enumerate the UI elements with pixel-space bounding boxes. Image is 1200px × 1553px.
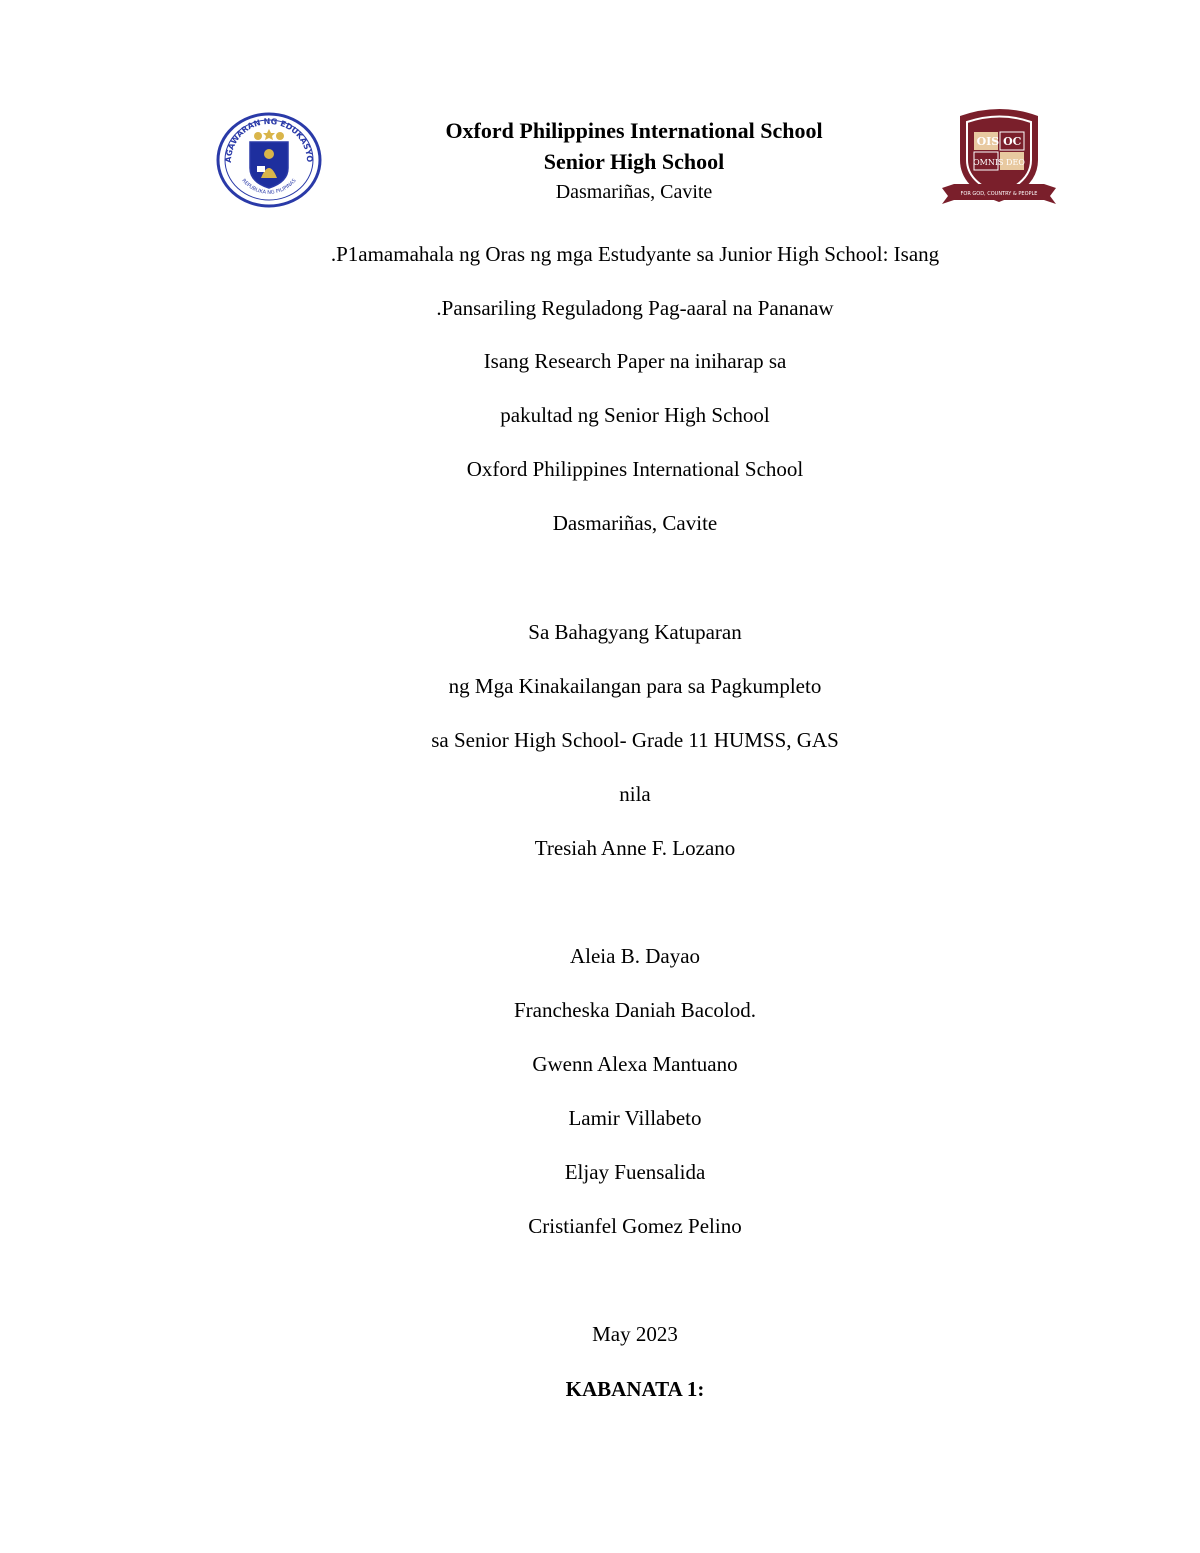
crest-banner-text: FOR GOD, COUNTRY & PEOPLE — [960, 191, 1038, 197]
research-title-line-2: .Pansariling Reguladong Pag-aaral na Pananaw — [436, 296, 834, 320]
author-name: Eljay Fuensalida — [564, 1160, 706, 1184]
author-name: Gwenn Alexa Mantuano — [532, 1052, 738, 1076]
deped-ring-text: AGAWARAN NG EDUKASYO — [223, 116, 315, 164]
author-name: Tresiah Anne F. Lozano — [534, 836, 736, 860]
presentation-line-2: pakultad ng Senior High School — [500, 403, 770, 427]
school-crest-icon — [940, 104, 1058, 212]
chapter-heading: KABANATA 1: — [565, 1377, 705, 1401]
crest-motto: OMNIS DEO — [973, 158, 1025, 167]
presentation-line-1: Isang Research Paper na iniharap sa — [483, 349, 787, 373]
author-name: Francheska Daniah Bacolod. — [513, 998, 756, 1022]
author-name: Lamir Villabeto — [568, 1106, 702, 1130]
deped-seal-icon — [216, 112, 322, 208]
author-name: Aleia B. Dayao — [569, 944, 701, 968]
school-location: Dasmariñas, Cavite — [555, 181, 713, 203]
school-name: Oxford Philippines International School — [445, 118, 823, 143]
fulfillment-line-1: Sa Bahagyang Katuparan — [528, 620, 742, 644]
document-header — [334, 116, 934, 206]
presentation-line-4: Dasmariñas, Cavite — [552, 511, 718, 535]
department-name: Senior High School — [543, 149, 725, 174]
submission-date: May 2023 — [592, 1322, 678, 1346]
authors-intro: nila — [619, 782, 651, 806]
deped-bottom-text: REPUBLIKA NG PILIPINAS — [240, 177, 298, 196]
research-title-line-1: .P1amamahala ng Oras ng mga Estudyante sa Junior High School: Isang — [330, 242, 940, 266]
presentation-line-3: Oxford Philippines International School — [466, 457, 804, 481]
author-name: Cristianfel Gomez Pelino — [528, 1214, 742, 1238]
fulfillment-line-2: ng Mga Kinakailangan para sa Pagkumpleto — [448, 674, 822, 698]
fulfillment-line-3: sa Senior High School- Grade 11 HUMSS, GAS — [431, 728, 839, 752]
crest-monogram: OIS OC — [976, 135, 1022, 148]
